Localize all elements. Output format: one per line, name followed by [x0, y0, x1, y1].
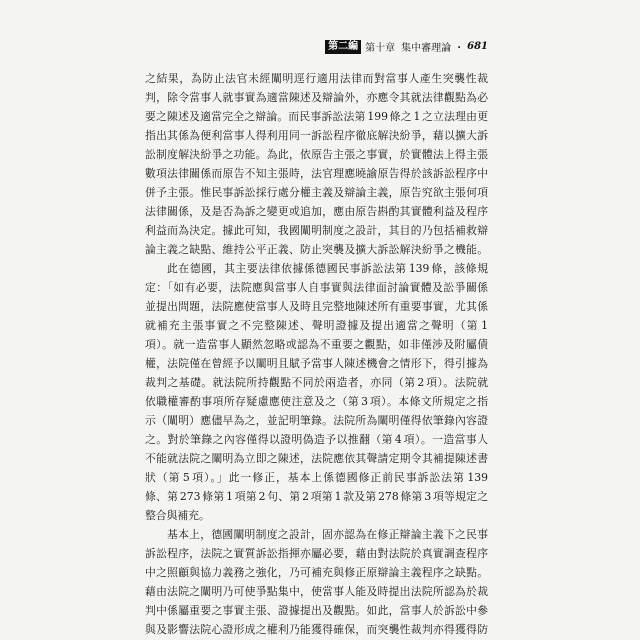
text-line: 訟制度解決紛爭之功能。為此，依原告主張之事實，於實體法上得主張	[145, 148, 488, 161]
text-line: 與及影響法院心證形成之權利乃能獲得確保，而突襲性裁判亦得獲得防	[145, 623, 488, 636]
paragraph	[145, 259, 488, 525]
text-line: 要之陳述及適當完全之辯論。而民事訴訟法第 199 條之 1 之立法理由更	[145, 110, 488, 123]
text-line: 裁判之基礎。就法院所持觀點不同於兩造者，亦同（第 2 項）。法院就	[145, 376, 488, 389]
header-separator: ・	[454, 43, 465, 54]
paragraph	[145, 525, 488, 639]
text-line: 權，法院僅在曾經予以闡明且賦予當事人陳述機會之情形下，得引據為	[145, 357, 488, 370]
text-line: 整合與補充。	[145, 509, 210, 522]
text-line: 依職權審酌事項所存疑慮應使注意及之（第 3 項）。本條文所規定之指	[145, 395, 488, 408]
text-line: 藉由法院之闡明乃可使爭點集中，使當事人能及時提出法院所認為於裁	[145, 585, 488, 598]
text-line: 並提出問題，法院應使當事人及時且完整地陳述所有重要事實，尤其係	[145, 300, 488, 313]
text-line: 訴訟程序，法院之實質訴訟指揮亦屬必要，藉由對法院於真實調查程序	[145, 547, 488, 560]
text-line: 中之照顧與協力義務之強化，乃可補充與修正原辯論主義程序之缺點。	[145, 566, 488, 579]
text-line: 狀（第 5 項）。」此一修正，基本上係德國修正前民事訴訟法第 139	[145, 471, 488, 484]
paragraph	[145, 69, 488, 259]
text-line: 基本上，德國闡明制度之設計，固亦認為在修正辯論主義下之民事	[167, 528, 488, 541]
text-line: 判中係屬重要之事實主張、證據提出及觀點。如此，當事人於訴訟中參	[145, 604, 488, 617]
running-header	[325, 39, 488, 54]
text-line: 法律關係，及是否為訴之變更或追加，應由原告斟酌其實體利益及程序	[145, 205, 488, 218]
text-line: 條、第 273 條第 1 項第 2 句、第 2 項第 1 款及第 278 條第 3 項等規定之	[145, 490, 488, 503]
text-line: 就補充主張事實之不完整陳述、聲明證據及提出適當之聲明（第 1	[145, 319, 488, 332]
text-line: 利益而為決定。據此可知，我國闡明制度之設計，其目的乃包括補救辯	[145, 224, 488, 237]
text-line: 之結果，為防止法官未經闡明逕行適用法律而對當事人產生突襲性裁	[145, 72, 488, 85]
part-label: 第二編	[325, 40, 361, 54]
text-line: 示（闡明）應儘早為之，並記明筆錄。法院所為闡明僅得依筆錄內容證	[145, 414, 488, 427]
text-line: 不能就法院之闡明為立即之陳述，法院應依其聲請定期令其補提陳述書	[145, 452, 488, 465]
text-line: 此在德國，其主要法律依據係德國民事訴訟法第 139 條，該條規	[167, 262, 488, 275]
text-line: 論主義之缺點、維持公平正義、防止突襲及擴大訴訟解決紛爭之機能。	[145, 243, 488, 256]
text-line: 之。對於筆錄之內容僅得以證明偽造予以推翻（第 4 項）。一造當事人	[145, 433, 488, 446]
text-line: 判，除令當事人就事實為適當陳述及辯論外，亦應令其就法律觀點為必	[145, 91, 488, 104]
page-number: 681	[467, 41, 488, 52]
chapter-title: 集中審理論	[401, 43, 452, 54]
text-line: 數項法律關係而原告不知主張時，法官理應曉諭原告得於該訴訟程序中	[145, 167, 488, 180]
text-line: 定：「如有必要，法院應與當事人自事實與法律面討論實體及訟爭關係	[145, 281, 488, 294]
chapter-number: 第十章	[365, 43, 396, 54]
body-text	[145, 69, 488, 639]
text-line: 項）。就一造當事人顯然忽略或認為不重要之觀點，如非僅涉及附屬債	[145, 338, 488, 351]
text-line: 指出其係為便利當事人得利用同一訴訟程序徹底解決紛爭，藉以擴大訴	[145, 129, 488, 142]
text-line: 併予主張。惟民事訴訟採行處分權主義及辯論主義，原告究欲主張何項	[145, 186, 488, 199]
